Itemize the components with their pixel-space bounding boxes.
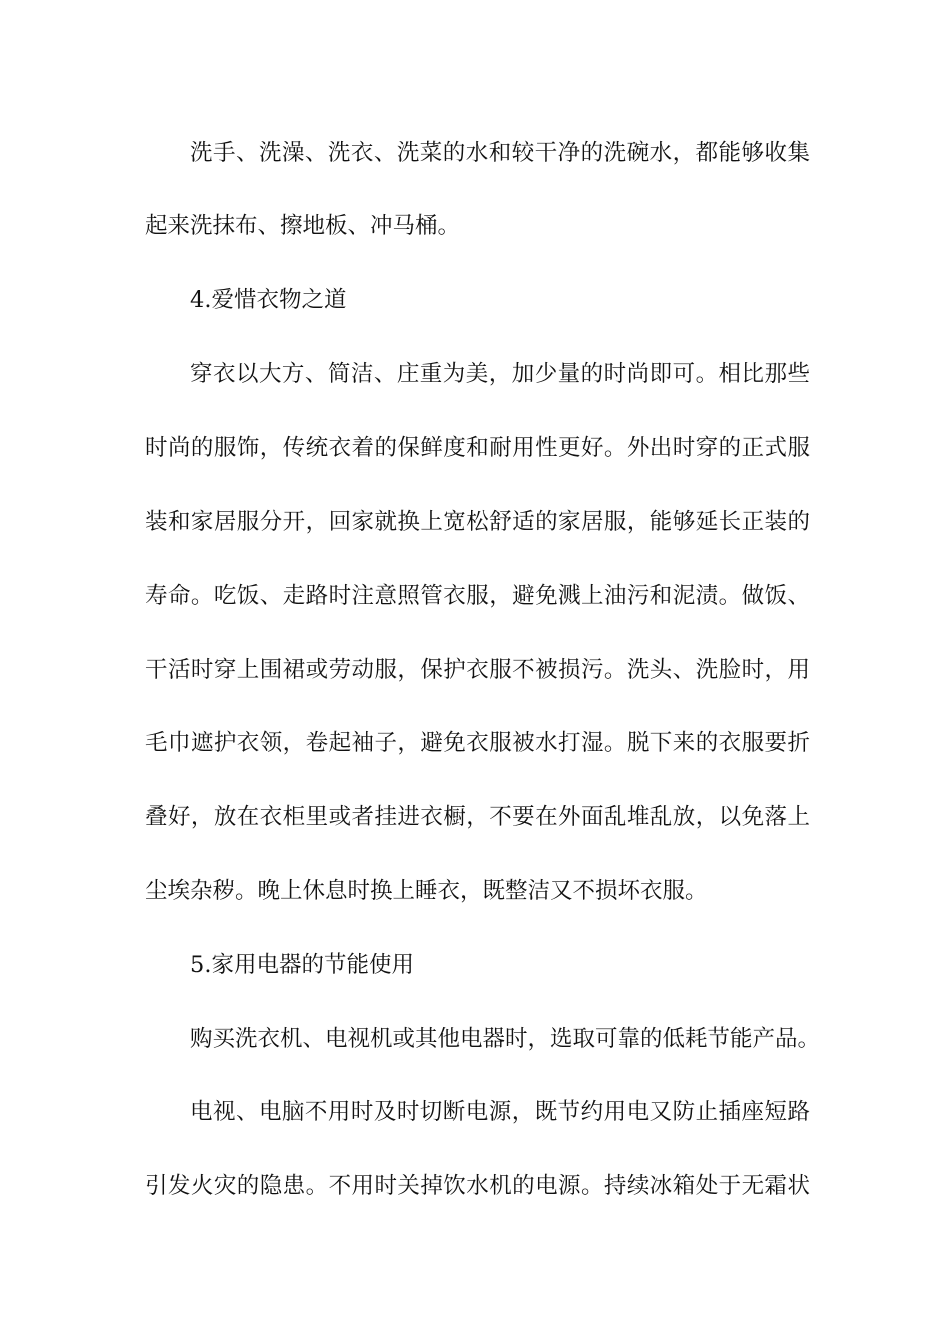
- paragraph-4-line-2: 引发火灾的隐患。不用时关掉饮水机的电源。持续冰箱处于无霜状: [145, 1173, 810, 1199]
- paragraph-2-line-3: 装和家居服分开，回家就换上宽松舒适的家居服，能够延长正装的: [145, 509, 810, 535]
- paragraph-2-line-1: 穿衣以大方、简洁、庄重为美，加少量的时尚即可。相比那些: [190, 361, 810, 387]
- paragraph-3-line-1: 购买洗衣机、电视机或其他电器时，选取可靠的低耗节能产品。: [190, 1026, 821, 1052]
- paragraph-1-line-2: 起来洗抹布、擦地板、冲马桶。: [145, 213, 461, 239]
- section-heading-4: 4.爱惜衣物之道: [190, 287, 347, 313]
- paragraph-4-line-1: 电视、电脑不用时及时切断电源，既节约用电又防止插座短路: [190, 1099, 810, 1125]
- paragraph-2-line-4: 寿命。吃饭、走路时注意照管衣服，避免溅上油污和泥渍。做饭、: [145, 583, 810, 609]
- paragraph-2-line-8: 尘埃杂秽。晚上休息时换上睡衣，既整洁又不损坏衣服。: [145, 878, 708, 904]
- paragraph-2-line-7: 叠好，放在衣柜里或者挂进衣橱，不要在外面乱堆乱放，以免落上: [145, 804, 810, 830]
- section-heading-5: 5.家用电器的节能使用: [190, 952, 414, 978]
- paragraph-2-line-2: 时尚的服饰，传统衣着的保鲜度和耐用性更好。外出时穿的正式服: [145, 435, 810, 461]
- paragraph-2-line-5: 干活时穿上围裙或劳动服，保护衣服不被损污。洗头、洗脸时，用: [145, 657, 810, 683]
- paragraph-2-line-6: 毛巾遮护衣领，卷起袖子，避免衣服被水打湿。脱下来的衣服要折: [145, 730, 810, 756]
- paragraph-1-line-1: 洗手、洗澡、洗衣、洗菜的水和较干净的洗碗水，都能够收集: [190, 140, 810, 166]
